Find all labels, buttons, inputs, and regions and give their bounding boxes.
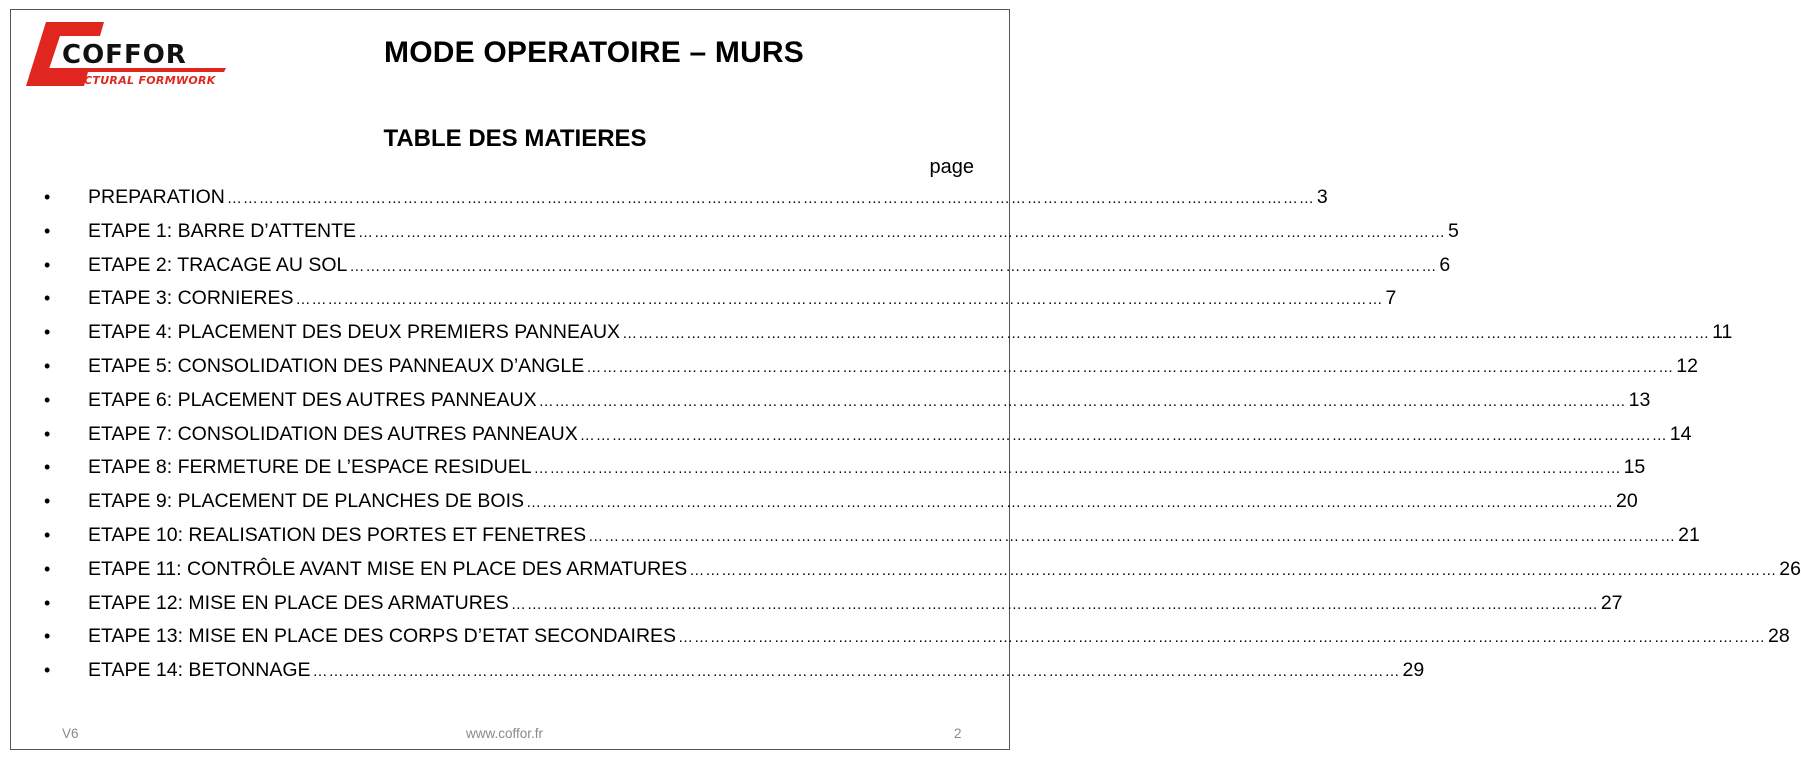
- toc-leader-dots: ……………………………………………………………………………………………………………………………………………………………………………………: [312, 663, 1401, 681]
- toc-entry: [44, 523, 1700, 558]
- toc-entry-page: 6: [1439, 253, 1451, 276]
- toc-entry-page: 13: [1628, 388, 1651, 411]
- toc-leader-dots: ……………………………………………………………………………………………………………………………………………………………………………………: [586, 358, 1675, 376]
- toc-leader-dots: ……………………………………………………………………………………………………………………………………………………………………………………: [689, 561, 1778, 579]
- toc-entry-label: ETAPE 12: MISE EN PLACE DES ARMATURES: [88, 591, 509, 614]
- bullet-icon: •: [44, 288, 51, 309]
- toc-entry-label: ETAPE 4: PLACEMENT DES DEUX PREMIERS PANNEAUX: [88, 321, 621, 344]
- toc-entry-label: ETAPE 3: CORNIERES: [88, 287, 294, 310]
- toc-leader-dots: ……………………………………………………………………………………………………………………………………………………………………………………: [533, 460, 1622, 478]
- toc-entry: [44, 253, 1451, 288]
- toc-leader-dots: ……………………………………………………………………………………………………………………………………………………………………………………: [622, 325, 1711, 343]
- bullet-icon: •: [44, 187, 51, 207]
- bullet-icon: •: [44, 355, 51, 376]
- toc-entry-page: 7: [1385, 287, 1397, 310]
- toc-entry: [44, 625, 1790, 659]
- toc-leader-dots: ……………………………………………………………………………………………………………………………………………………………………………………: [588, 527, 1677, 545]
- bullet-icon: •: [44, 389, 51, 410]
- toc-entry: [44, 557, 1801, 592]
- bullet-icon: •: [44, 491, 51, 512]
- toc-entry-label: ETAPE 14: BETONNAGE: [88, 659, 311, 682]
- toc-leader-dots: ……………………………………………………………………………………………………………………………………………………………………………………: [510, 595, 1599, 613]
- toc-entry: [44, 490, 1638, 524]
- toc-entry-label: ETAPE 7: CONSOLIDATION DES AUTRES PANNEAUX: [88, 422, 578, 445]
- toc-entry-page: 11: [1712, 321, 1733, 344]
- bullet-icon: •: [44, 660, 51, 681]
- bullet-icon: •: [44, 322, 51, 343]
- toc-entry: [44, 219, 1459, 254]
- footer-website: www.coffor.fr: [466, 726, 544, 741]
- footer-page-number: 2: [954, 726, 962, 741]
- toc-entry: [44, 287, 1397, 321]
- page-column-label: page: [929, 156, 974, 178]
- bullet-icon: •: [44, 592, 51, 613]
- toc-entry-label: ETAPE 11: CONTRÔLE AVANT MISE EN PLACE DES ARMATURES: [88, 557, 688, 580]
- toc-entry: [44, 422, 1692, 457]
- toc-entry-label: ETAPE 13: MISE EN PLACE DES CORPS D’ETAT SECONDAIRES: [88, 625, 677, 648]
- logo-subtitle: STRUCTURAL FORMWORK: [50, 74, 216, 87]
- toc-entry: [44, 321, 1733, 355]
- bullet-icon: •: [44, 457, 51, 478]
- toc-entry: [44, 388, 1651, 423]
- bullet-icon: •: [44, 558, 51, 579]
- toc-leader-dots: ……………………………………………………………………………………………………………………………………………………………………………………: [538, 392, 1627, 410]
- toc-leader-dots: ……………………………………………………………………………………………………………………………………………………………………………………: [226, 190, 1315, 207]
- toc-entry-page: 20: [1616, 490, 1638, 513]
- toc-entry: [44, 186, 1328, 220]
- toc-entry: [44, 659, 1425, 693]
- bullet-icon: •: [44, 254, 51, 275]
- toc-entry-page: 29: [1402, 659, 1425, 682]
- bullet-icon: •: [44, 626, 51, 647]
- toc-entry-page: 12: [1676, 354, 1698, 377]
- toc-entry-label: PREPARATION: [88, 186, 225, 208]
- toc-entry: [44, 354, 1698, 389]
- toc-entry-page: 27: [1600, 591, 1623, 614]
- logo-wordmark: COFFOR: [62, 40, 187, 70]
- toc-entry-label: ETAPE 5: CONSOLIDATION DES PANNEAUX D’ANGLE: [88, 354, 585, 377]
- footer-version: V6: [62, 726, 79, 741]
- toc-entry-label: ETAPE 8: FERMETURE DE L’ESPACE RESIDUEL: [88, 456, 532, 479]
- page-title: MODE OPERATOIRE – MURS: [384, 36, 805, 69]
- toc-entry-label: ETAPE 1: BARRE D’ATTENTE: [88, 219, 356, 242]
- toc-entry: [44, 456, 1646, 490]
- toc-leader-dots: ……………………………………………………………………………………………………………………………………………………………………………………: [358, 223, 1446, 241]
- table-of-contents: [44, 186, 1801, 693]
- toc-entry-label: ETAPE 9: PLACEMENT DE PLANCHES DE BOIS: [88, 490, 524, 513]
- toc-entry-page: 26: [1779, 557, 1801, 580]
- bullet-icon: •: [44, 423, 51, 444]
- bullet-icon: •: [44, 524, 51, 545]
- coffor-logo: [26, 20, 226, 90]
- toc-leader-dots: ……………………………………………………………………………………………………………………………………………………………………………………: [349, 257, 1438, 275]
- toc-entry-page: 14: [1669, 422, 1692, 445]
- toc-leader-dots: ……………………………………………………………………………………………………………………………………………………………………………………: [678, 629, 1767, 647]
- toc-entry-label: ETAPE 10: REALISATION DES PORTES ET FENETRES: [88, 523, 587, 546]
- toc-entry-page: 28: [1768, 625, 1790, 648]
- toc-heading: TABLE DES MATIERES: [383, 125, 647, 152]
- toc-entry-label: ETAPE 2: TRACAGE AU SOL: [88, 253, 348, 276]
- toc-entry-label: ETAPE 6: PLACEMENT DES AUTRES PANNEAUX: [88, 388, 537, 411]
- bullet-icon: •: [44, 220, 51, 241]
- toc-entry-page: 5: [1448, 219, 1459, 242]
- toc-entry-page: 3: [1316, 186, 1328, 208]
- toc-leader-dots: ……………………………………………………………………………………………………………………………………………………………………………………: [526, 494, 1614, 512]
- toc-entry-page: 15: [1623, 456, 1646, 479]
- toc-entry-page: 21: [1678, 523, 1700, 546]
- toc-entry: [44, 591, 1623, 626]
- toc-leader-dots: ……………………………………………………………………………………………………………………………………………………………………………………: [579, 426, 1668, 444]
- toc-leader-dots: ……………………………………………………………………………………………………………………………………………………………………………………: [295, 291, 1384, 309]
